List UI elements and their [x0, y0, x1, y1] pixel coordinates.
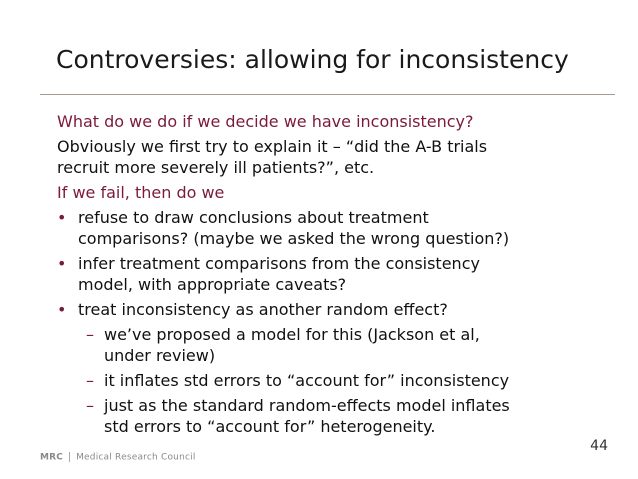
bullet-1-line-1: refuse to draw conclusions about treatment [78, 208, 429, 227]
dash-marker: – [86, 371, 94, 390]
sub-bullet-3-line-1: just as the standard random-effects model inflates [104, 396, 510, 415]
question-line: What do we do if we decide we have inconsistency? [57, 112, 474, 131]
bullet-marker: • [57, 208, 67, 227]
logo-separator [69, 452, 70, 462]
sub-bullet-item-2 [57, 370, 617, 391]
slide-body [57, 111, 617, 441]
bullet-item-1 [57, 207, 617, 249]
sub-bullet-3-line-2: std errors to “account for” heterogeneity. [104, 417, 436, 436]
bullet-marker: • [57, 254, 67, 273]
bullet-3-line-1: treat inconsistency as another random effect? [78, 300, 448, 319]
bullet-1-line-2: comparisons? (maybe we asked the wrong question?) [78, 229, 510, 248]
page-number: 44 [590, 438, 608, 454]
footer-logo [40, 452, 196, 463]
dash-marker: – [86, 396, 94, 415]
slide-title: Controversies: allowing for inconsistency [56, 45, 569, 74]
sub-bullet-1-line-2: under review) [104, 346, 216, 365]
sub-bullet-item-1 [57, 324, 617, 366]
bullet-marker: • [57, 300, 67, 319]
bullet-item-2 [57, 253, 617, 295]
bullet-2-line-2: model, with appropriate caveats? [78, 275, 347, 294]
bullet-item-3 [57, 299, 617, 320]
bullet-2-line-1: infer treatment comparisons from the consistency [78, 254, 480, 273]
mrc-logo-text: MRC [40, 452, 64, 463]
explain-line-2: recruit more severely ill patients?”, etc. [57, 158, 375, 177]
sub-bullet-item-3 [57, 395, 617, 437]
fail-line: If we fail, then do we [57, 183, 225, 202]
sub-bullet-1-line-1: we’ve proposed a model for this (Jackson et al, [104, 325, 480, 344]
sub-bullet-2-line-1: it inflates std errors to “account for” inconsistency [104, 371, 510, 390]
title-divider [40, 94, 615, 95]
org-name: Medical Research Council [76, 452, 196, 463]
explain-paragraph [57, 136, 617, 178]
dash-marker: – [86, 325, 94, 344]
explain-line-1: Obviously we first try to explain it – “did the A-B trials [57, 137, 488, 156]
